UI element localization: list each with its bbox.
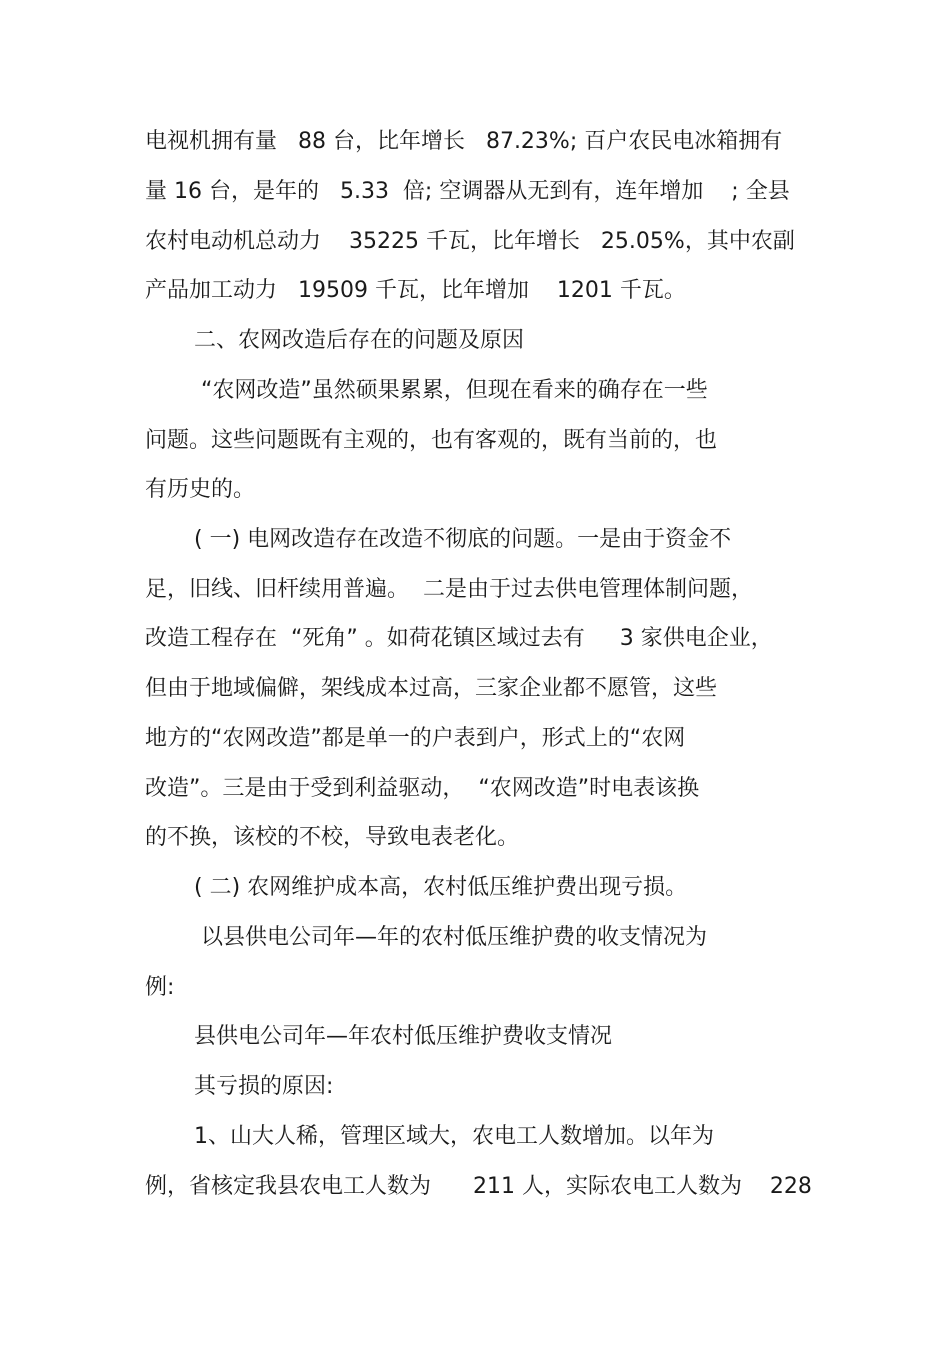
text-line-10: 足，旧线、旧杆续用普遍。 二是由于过去供电管理体制问题， [145,577,753,602]
text-line-9: ( 一) 电网改造存在改造不彻底的问题。一是由于资金不 [194,527,732,552]
text-line-12: 但由于地域偏僻，架线成本过高，三家企业都不愿管，这些 [145,676,718,701]
text-line-18: 例: [145,975,175,1000]
text-line-15: 的不换，该校的不校，导致电表老化。 [145,825,520,850]
text-line-14: 改造”。三是由于受到利益驱动， “农网改造”时电表该换 [145,776,700,801]
text-line-1: 电视机拥有量 88 台，比年增长 87.23%; 百户农民电冰箱拥有 [145,129,783,154]
text-line-13: 地方的“农网改造”都是单一的户表到户，形式上的“农网 [145,726,686,751]
text-line-8: 有历史的。 [145,477,256,502]
text-line-17: 以县供电公司年—年的农村低压维护费的收支情况为 [194,925,707,950]
text-line-22: 例，省核定我县农电工人数为 211 人，实际农电工人数为 228 [145,1174,812,1199]
text-line-2: 量 16 台，是年的 5.33 倍; 空调器从无到有，连年增加 ; 全县 [145,179,790,204]
text-line-4: 产品加工动力 19509 千瓦，比年增加 1201 千瓦。 [145,278,686,303]
text-line-3: 农村电动机总动力 35225 千瓦，比年增长 25.05%，其中农副 [145,229,795,254]
table-caption: 县供电公司年—年农村低压维护费收支情况 [194,1024,613,1049]
text-line-6: “农网改造”虽然硕果累累，但现在看来的确存在一些 [194,378,708,403]
section-heading: 二、农网改造后存在的问题及原因 [194,328,525,353]
text-line-11: 改造工程存在 “死角” 。如荷花镇区域过去有 3 家供电企业， [145,626,773,651]
text-line-20: 其亏损的原因: [194,1074,334,1099]
text-line-21: 1、山大人稀，管理区域大，农电工人数增加。以年为 [194,1124,714,1149]
text-line-7: 问题。这些问题既有主观的，也有客观的，既有当前的，也 [145,428,718,453]
text-line-16: ( 二) 农网维护成本高，农村低压维护费出现亏损。 [194,875,688,900]
